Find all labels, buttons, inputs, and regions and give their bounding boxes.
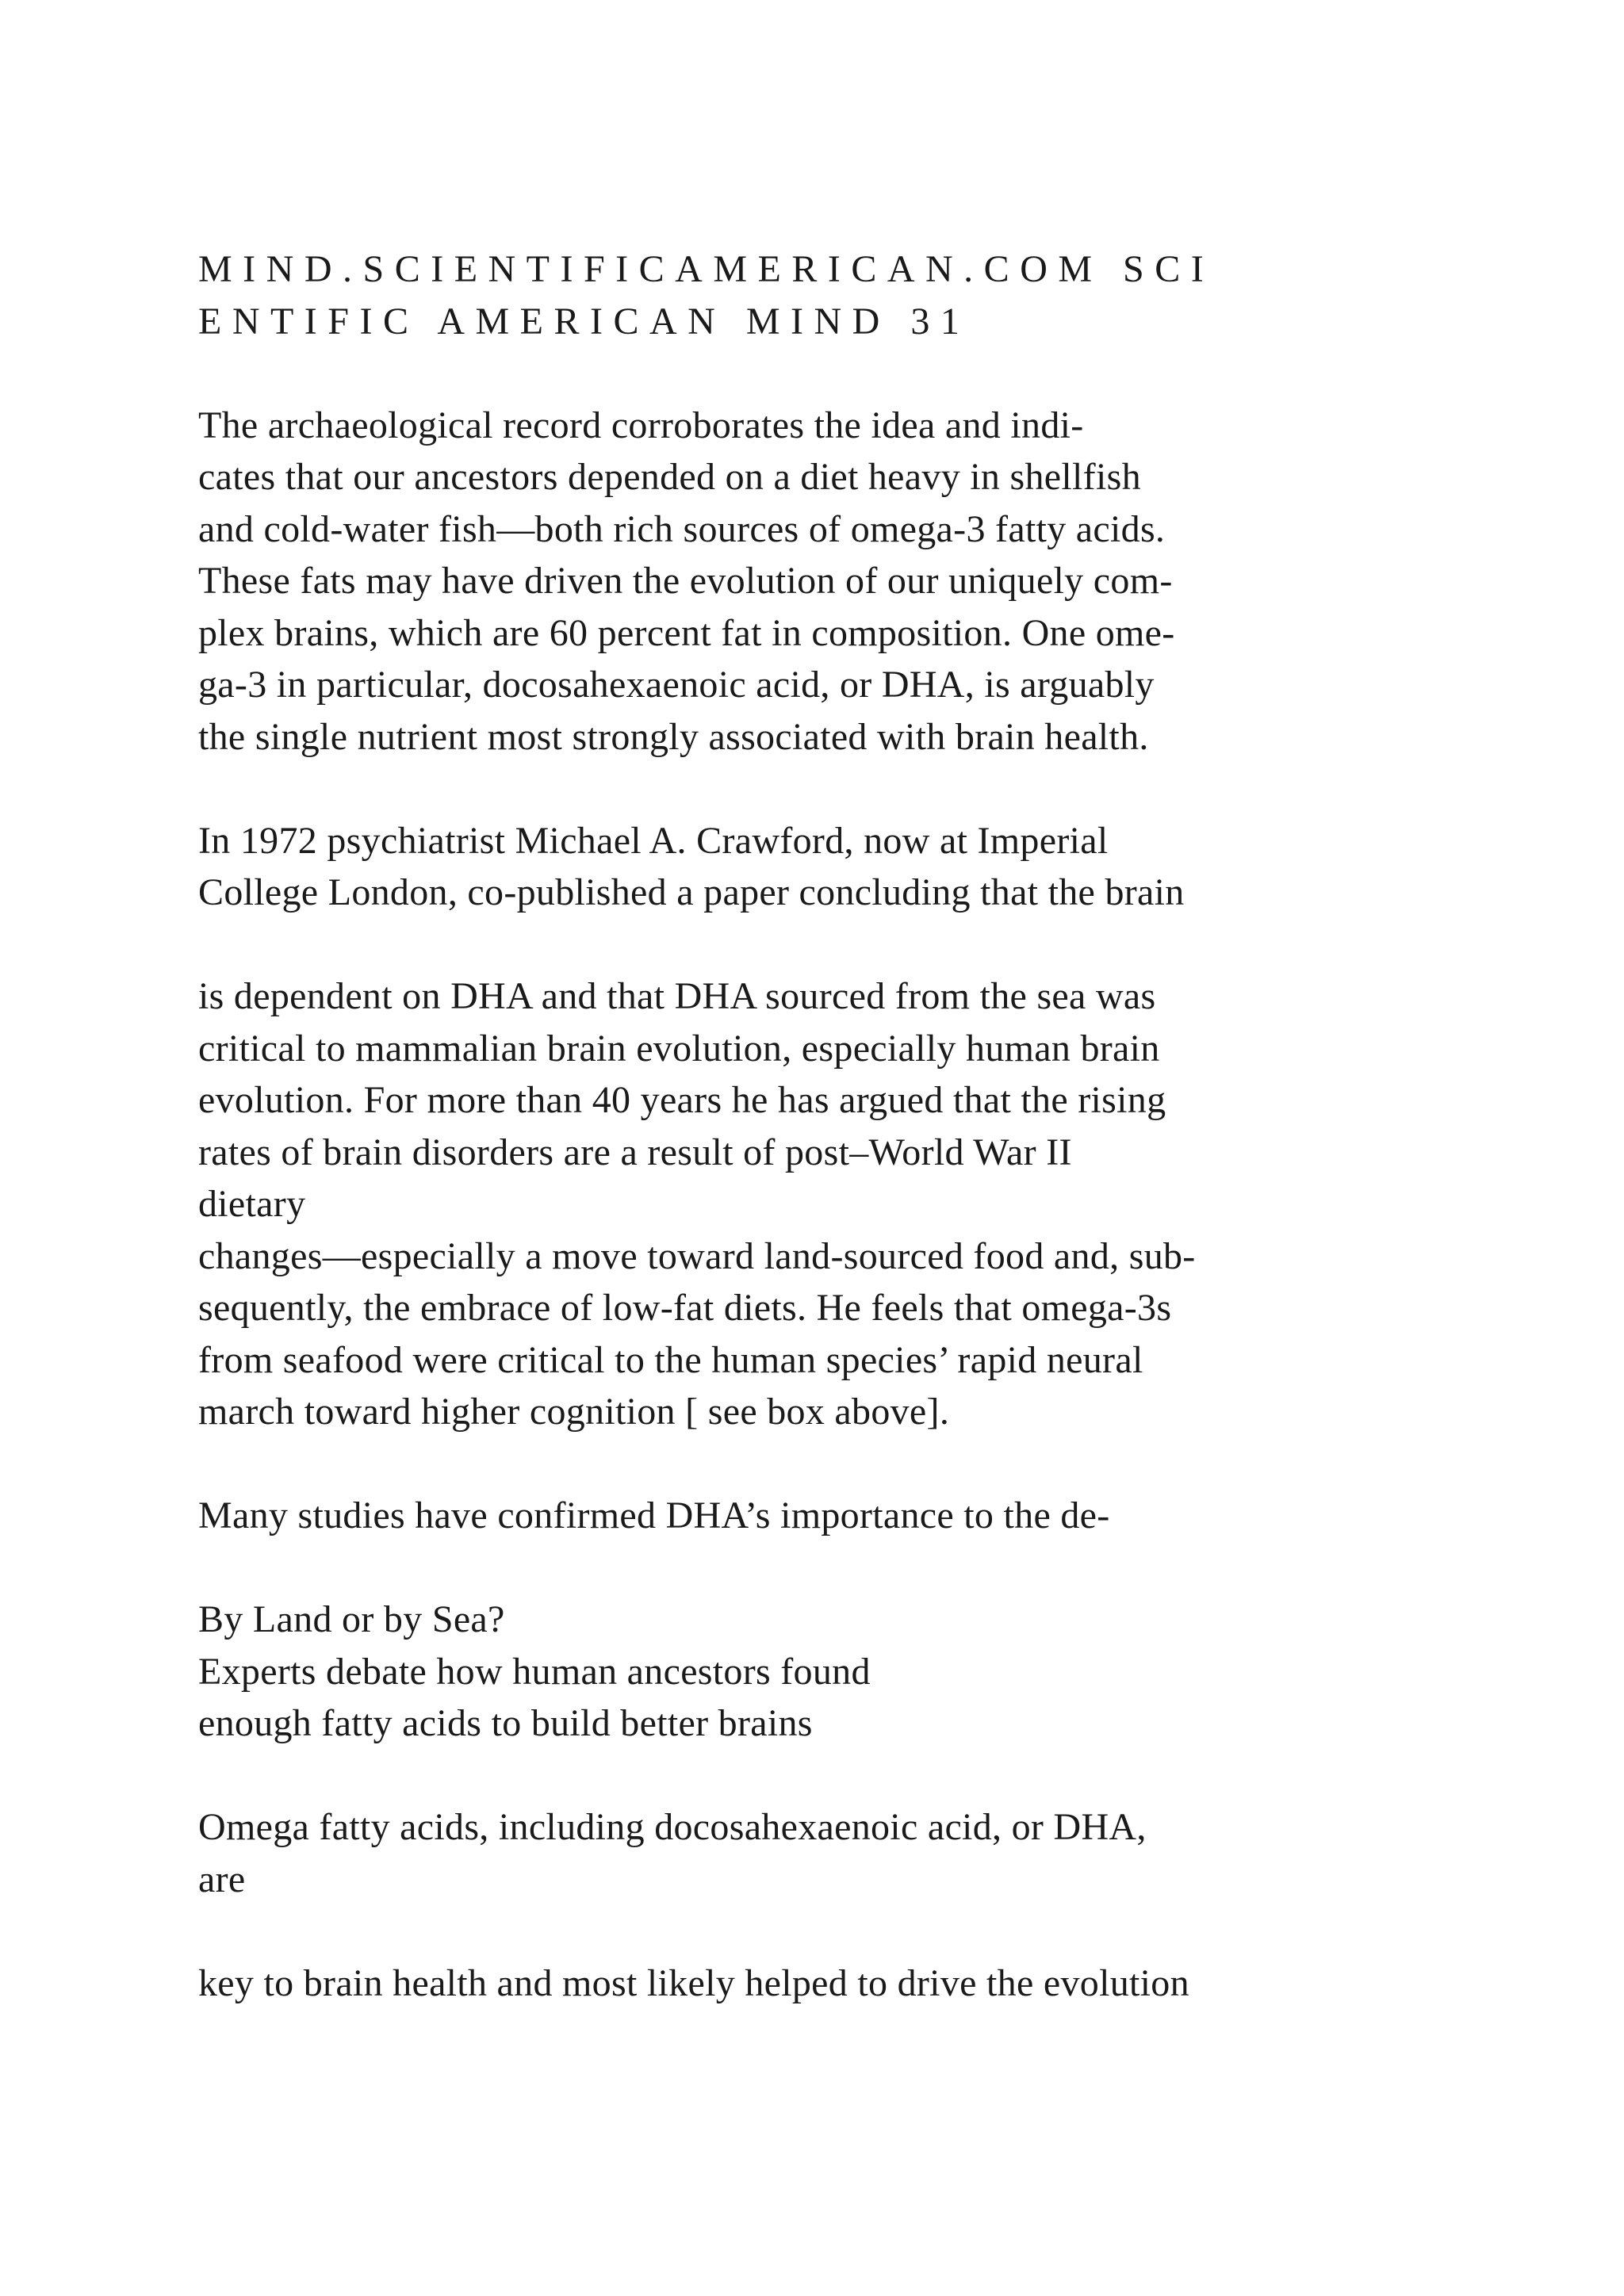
text-line: and cold-water fish—both rich sources of omega-3 fatty acids. bbox=[198, 507, 1166, 550]
text-line: critical to mammalian brain evolution, especially human brain bbox=[198, 1027, 1160, 1070]
sidebar-box-heading bbox=[198, 1594, 1435, 1750]
text-line: College London, co-published a paper concluding that the brain bbox=[198, 871, 1185, 913]
text-line: from seafood were critical to the human species’ rapid neural bbox=[198, 1338, 1143, 1381]
text-line: These fats may have driven the evolution of our uniquely com- bbox=[198, 560, 1173, 602]
text-line: ga-3 in particular, docosahexaenoic acid, or DHA, is arguably bbox=[198, 664, 1155, 706]
text-line: march toward higher cognition [ see box above]. bbox=[198, 1391, 950, 1433]
text-line: dietary bbox=[198, 1183, 306, 1225]
text-line: rates of brain disorders are a result of post–World War II bbox=[198, 1131, 1072, 1173]
blank-line bbox=[198, 1438, 1435, 1490]
paragraph-omega-fatty-acids bbox=[198, 1801, 1435, 1905]
paragraph-crawford-intro bbox=[198, 815, 1435, 919]
running-header-line-1: MIND.SCIENTIFICAMERICAN.COM SCI bbox=[198, 248, 1215, 290]
blank-line bbox=[198, 347, 1435, 400]
text-line: Many studies have confirmed DHA’s importance to the de- bbox=[198, 1494, 1110, 1536]
box-title: By Land or by Sea? bbox=[198, 1598, 505, 1640]
blank-line bbox=[198, 1542, 1435, 1594]
text-line: are bbox=[198, 1858, 246, 1900]
text-line: evolution. For more than 40 years he has argued that the rising bbox=[198, 1079, 1166, 1121]
text-line: The archaeological record corroborates the idea and indi- bbox=[198, 404, 1084, 446]
running-header-line-2: ENTIFIC AMERICAN MIND 31 bbox=[198, 300, 971, 342]
paragraph-archaeological-record bbox=[198, 400, 1435, 763]
text-line: changes—especially a move toward land-sourced food and, sub- bbox=[198, 1234, 1196, 1277]
paragraph-dha-dependence bbox=[198, 970, 1435, 1438]
paragraph-key-to-brain-health bbox=[198, 1957, 1435, 2010]
blank-line bbox=[198, 763, 1435, 815]
box-subtitle-line: enough fatty acids to build better brains bbox=[198, 1702, 813, 1744]
text-line: In 1972 psychiatrist Michael A. Crawford, now at Imperial bbox=[198, 819, 1109, 862]
text-line: cates that our ancestors depended on a diet heavy in shellfish bbox=[198, 456, 1141, 498]
text-line: Omega fatty acids, including docosahexaenoic acid, or DHA, bbox=[198, 1806, 1147, 1848]
blank-line bbox=[198, 1905, 1435, 1957]
paragraph-many-studies bbox=[198, 1490, 1435, 1542]
blank-line bbox=[198, 919, 1435, 971]
text-line: is dependent on DHA and that DHA sourced from the sea was bbox=[198, 975, 1156, 1017]
blank-line bbox=[198, 1750, 1435, 1802]
text-line: plex brains, which are 60 percent fat in composition. One ome- bbox=[198, 611, 1175, 654]
box-subtitle-line: Experts debate how human ancestors found bbox=[198, 1650, 871, 1693]
text-line: the single nutrient most strongly associated with brain health. bbox=[198, 715, 1149, 758]
text-line: sequently, the embrace of low-fat diets. He feels that omega-3s bbox=[198, 1287, 1172, 1329]
text-column bbox=[198, 243, 1435, 2009]
text-line: key to brain health and most likely helped to drive the evolution bbox=[198, 1961, 1189, 2004]
